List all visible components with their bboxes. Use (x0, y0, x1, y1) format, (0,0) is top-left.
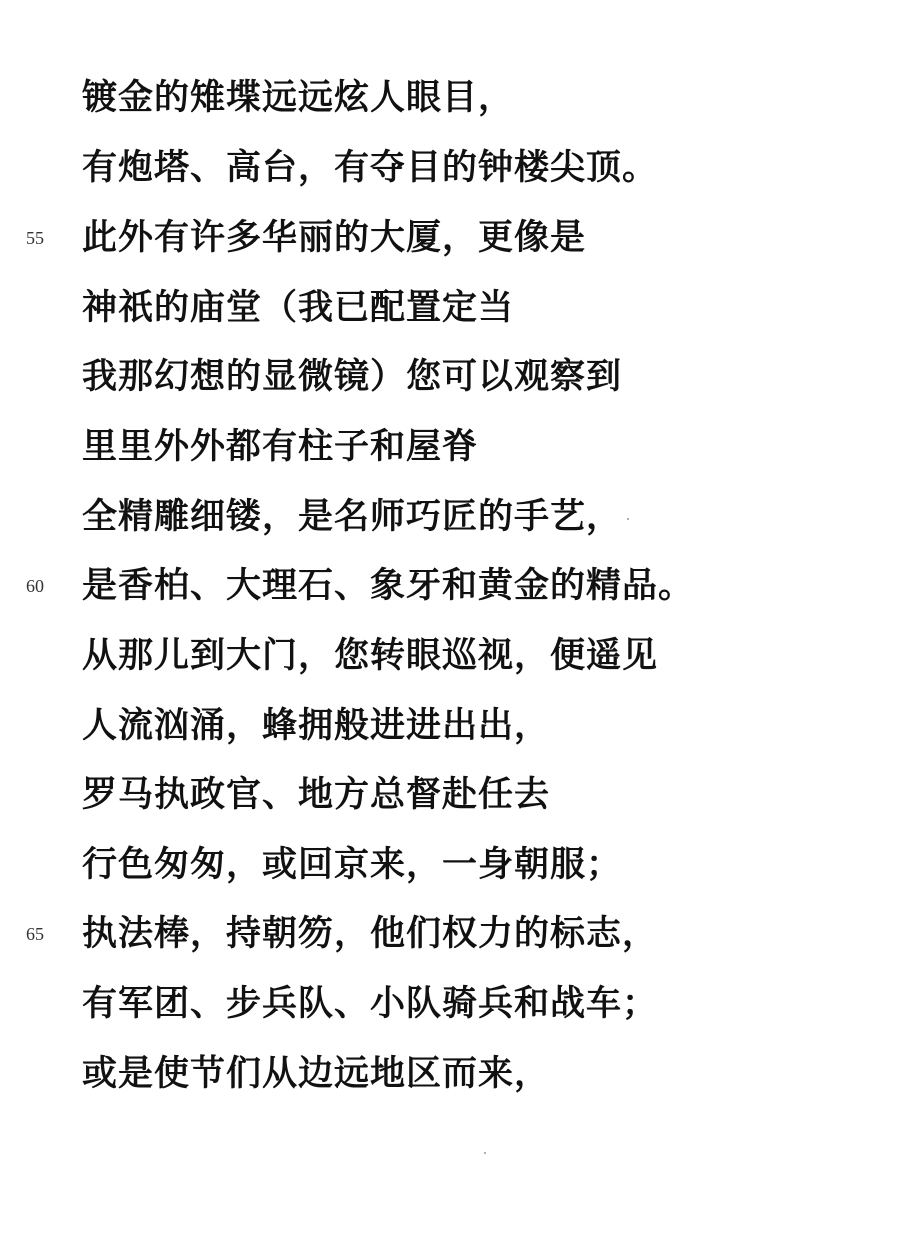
poem-line: 全精雕细镂，是名师巧匠的手艺， (82, 496, 623, 537)
poem-line: 是香柏、大理石、象牙和黄金的精品。 (82, 565, 695, 606)
line-number: 55 (26, 228, 44, 248)
poem-line: 有炮塔、高台，有夺目的钟楼尖顶。 (82, 147, 659, 188)
poem-line: 神祇的庙堂（我已配置定当 (82, 287, 515, 328)
line-number: 60 (26, 576, 44, 596)
poem-line: 罗马执政官、地方总督赴任去 (82, 774, 551, 815)
poem-line: 行色匆匆，或回京来，一身朝服； (82, 844, 623, 885)
poem-line: 此外有许多华丽的大厦，更像是 (82, 217, 587, 258)
scan-speck (627, 518, 629, 520)
poem-line: 里里外外都有柱子和屋脊 (82, 426, 479, 467)
poem-line: 人流汹涌，蜂拥般进进出出， (82, 705, 551, 746)
poem-line: 我那幻想的显微镜）您可以观察到 (82, 356, 623, 397)
poem-line: 执法棒，持朝笏，他们权力的标志， (82, 913, 659, 954)
poem-line: 从那儿到大门，您转眼巡视，便遥见 (82, 635, 659, 676)
line-number: 65 (26, 924, 44, 944)
poem-line: 镀金的雉堞远远炫人眼目， (82, 77, 515, 118)
poem-line: 有军团、步兵队、小队骑兵和战车； (82, 983, 659, 1024)
poem-line: 或是使节们从边远地区而来， (82, 1053, 551, 1094)
scan-speck (484, 1152, 486, 1154)
